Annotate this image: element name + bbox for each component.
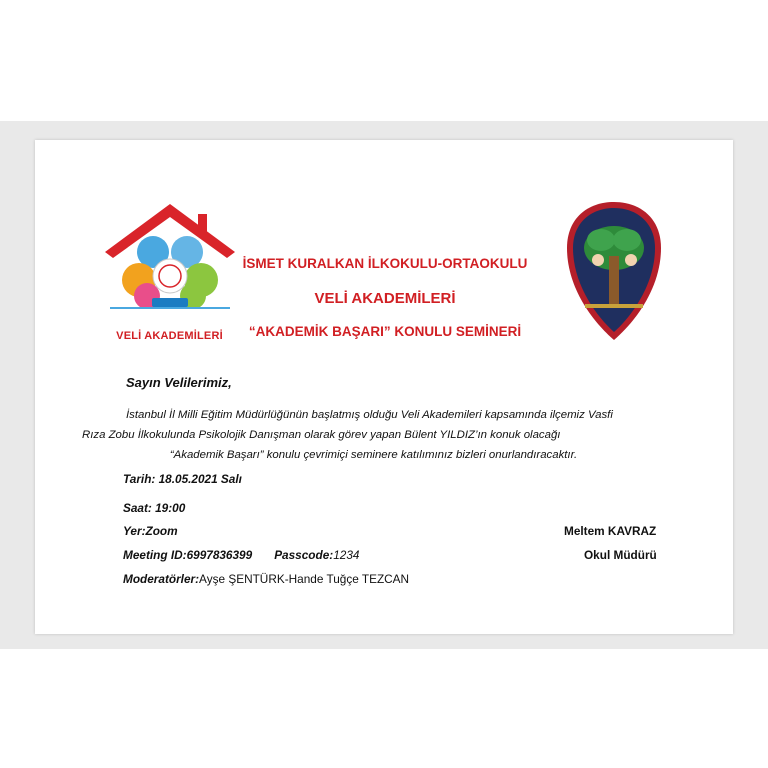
paragraph-line-2: Rıza Zobu İlkokulunda Psikolojik Danışman olarak görev yapan Bülent YILDIZ’ın konuk olacağı [82, 429, 561, 441]
moderators-value: Ayşe ŞENTÜRK-Hande Tuğçe TEZCAN [199, 572, 410, 586]
invitation-document [35, 140, 733, 634]
passcode-label: Passcode: [274, 548, 334, 562]
logo-caption: VELİ AKADEMİLERİ [116, 330, 223, 342]
invitation-paragraph [82, 405, 665, 465]
school-emblem [565, 200, 663, 342]
school-name-title: İSMET KURALKAN İLKOKULU-ORTAOKULU [242, 256, 528, 271]
signature-name: Meltem KAVRAZ [564, 524, 657, 538]
date-line: Tarih: 18.05.2021 Salı [123, 472, 242, 486]
meeting-line [123, 548, 359, 562]
place-line: Yer:Zoom [123, 524, 178, 538]
meeting-id: Meeting ID:6997836399 [123, 548, 253, 562]
moderators-line [123, 572, 409, 586]
moderators-label: Moderatörler: [123, 572, 200, 586]
salutation: Sayın Velilerimiz, [126, 375, 232, 390]
passcode-value: 1234 [333, 548, 360, 562]
program-title: VELİ AKADEMİLERİ [314, 290, 456, 307]
signature-title: Okul Müdürü [584, 548, 657, 562]
seminar-title: “AKADEMİK BAŞARI” KONULU SEMİNERİ [248, 324, 522, 339]
paragraph-line-3: “Akademik Başarı” konulu çevrimiçi seminere katılımınız bizleri onurlandıracaktır. [169, 449, 578, 461]
paragraph-line-1: İstanbul İl Milli Eğitim Müdürlüğünün başlatmış olduğu Veli Akademileri kapsamında ilçemiz Vasfi [126, 409, 613, 421]
time-line: Saat: 19:00 [123, 501, 186, 515]
